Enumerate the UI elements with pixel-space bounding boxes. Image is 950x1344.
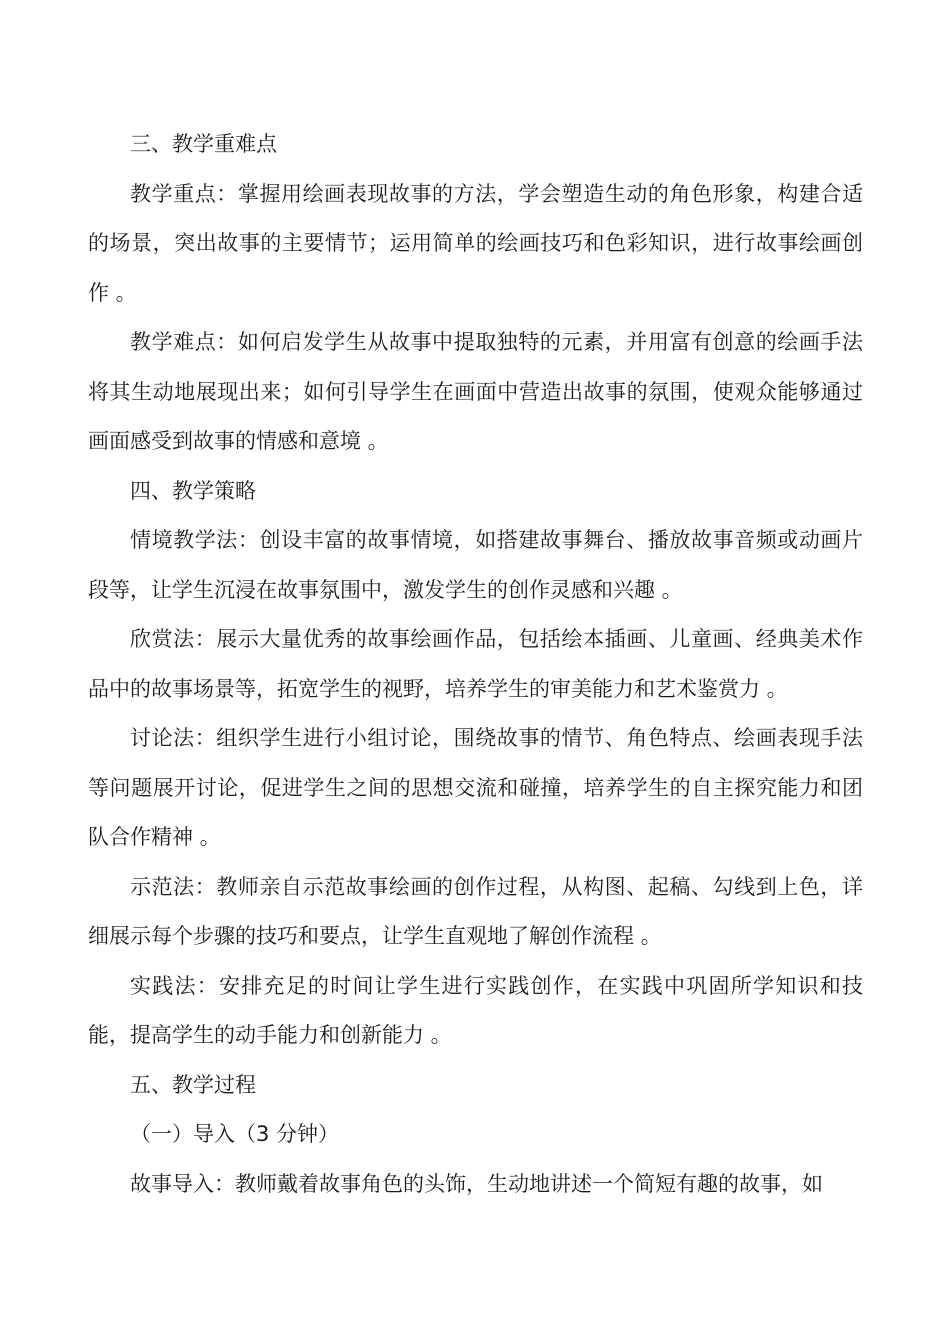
section-heading-difficulties: 三、教学重难点 — [130, 132, 277, 156]
paragraph-story-introduction: 故事导入：教师戴着故事角色的头饰，生动地讲述一个简短有趣的故事，如 — [130, 1171, 823, 1196]
section-heading-strategies: 四、教学策略 — [130, 478, 256, 503]
document-page — [88, 120, 863, 1209]
section-heading-process: 五、教学过程 — [130, 1072, 256, 1097]
paragraph-situational-method: 情境教学法：创设丰富的故事情境，如搭建故事舞台、播放故事音频或动画片段等，让学生沉浸在故事氛围中，激发学生的创作灵感和兴趣 。 — [88, 528, 863, 602]
paragraph-demonstration-method: 示范法：教师亲自示范故事绘画的创作过程，从构图、起稿、勾线到上色，详细展示每个步骤的技巧和要点，让学生直观地了解创作流程 。 — [88, 874, 863, 948]
subsection-heading-introduction: （一）导入（3 分钟） — [130, 1122, 340, 1146]
paragraph-appreciation-method: 欣赏法：展示大量优秀的故事绘画作品，包括绘本插画、儿童画、经典美术作品中的故事场景等，拓宽学生的视野，培养学生的审美能力和艺术鉴赏力 。 — [88, 627, 863, 701]
paragraph-practice-method: 实践法：安排充足的时间让学生进行实践创作，在实践中巩固所学知识和技能，提高学生的动手能力和创新能力 。 — [88, 973, 863, 1047]
paragraph-key-points: 教学重点：掌握用绘画表现故事的方法，学会塑造生动的角色形象，构建合适的场景，突出故事的主要情节；运用简单的绘画技巧和色彩知识，进行故事绘画创作 。 — [88, 181, 863, 305]
paragraph-discussion-method: 讨论法：组织学生进行小组讨论，围绕故事的情节、角色特点、绘画表现手法等问题展开讨论，促进学生之间的思想交流和碰撞，培养学生的自主探究能力和团队合作精神 。 — [88, 726, 863, 849]
paragraph-difficult-points: 教学难点：如何启发学生从故事中提取独特的元素，并用富有创意的绘画手法将其生动地展现出来；如何引导学生在画面中营造出故事的氛围，使观众能够通过画面感受到故事的情感和意境 。 — [88, 330, 863, 453]
